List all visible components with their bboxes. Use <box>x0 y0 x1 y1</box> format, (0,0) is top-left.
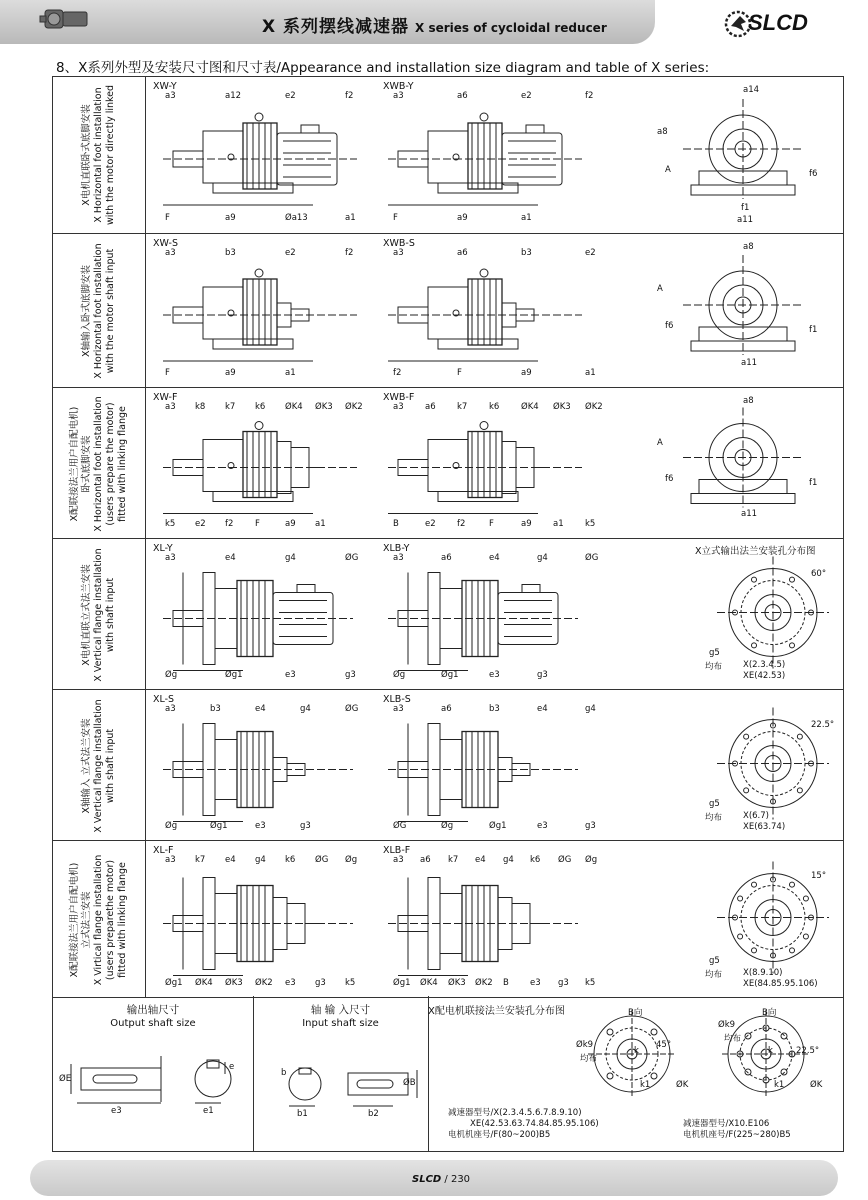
dim-label: e3 <box>285 670 296 680</box>
dim-label: g3 <box>315 978 326 988</box>
dim-label: k5 <box>585 519 596 529</box>
dim-label: ØB <box>403 1078 416 1088</box>
label-line: with shaft input <box>105 577 116 652</box>
dim-label: 均布 <box>580 1054 598 1064</box>
header-title: X 系列摆线减速器 X series of cycloidal reducer <box>262 17 607 37</box>
dim-label: a6 <box>425 402 436 412</box>
dim-label: X(8.9.10) <box>743 968 783 978</box>
dim-label: ØK <box>676 1080 689 1090</box>
flange-hole-panel <box>428 996 843 1151</box>
input-shaft-panel <box>253 996 429 1151</box>
dim-label: g5 <box>709 799 720 809</box>
dim-label: f6 <box>809 169 818 179</box>
dim-label: a9 <box>457 213 468 223</box>
output-shaft-panel <box>53 996 254 1151</box>
dim-label: b3 <box>210 704 221 714</box>
dim-label: f1 <box>741 203 750 213</box>
dim-label: e3 <box>530 978 541 988</box>
dim-label: ØG <box>558 855 572 865</box>
model-tag: XLB-S <box>383 694 411 705</box>
label-line: X电机直联卧式底脚安装 <box>81 104 92 206</box>
dim-label: g3 <box>345 670 356 680</box>
label-line: X配联接法兰用户自配电机) <box>69 862 80 977</box>
dim-label: Øg1 <box>210 821 228 831</box>
dim-label: k7 <box>195 855 206 865</box>
angle-label: 15° <box>811 871 827 881</box>
dim-label: k8 <box>195 402 206 412</box>
dim-label: ØK2 <box>585 402 603 412</box>
dim-label: g4 <box>585 704 596 714</box>
dim-label: a3 <box>393 91 404 101</box>
dim-label: b3 <box>489 704 500 714</box>
dim-label: a3 <box>393 402 404 412</box>
dim-label: e3 <box>255 821 266 831</box>
dim-label: e3 <box>111 1106 122 1116</box>
dim-label: ØG <box>345 553 359 563</box>
dim-label: ØK3 <box>448 978 466 988</box>
output-shaft-title-cn: 输出轴尺寸 <box>126 1004 180 1016</box>
label-line: X电机直联立式法兰安装 <box>81 563 92 666</box>
dim-label: F <box>165 213 170 223</box>
dim-label: B <box>503 978 509 988</box>
dim-label: ØK4 <box>285 402 303 412</box>
brand-logo: SLCD <box>748 10 808 35</box>
dim-label: ØE <box>59 1074 72 1084</box>
dim-label: b3 <box>521 248 532 258</box>
dim-label: f2 <box>585 91 594 101</box>
dim-label: a3 <box>165 402 176 412</box>
dim-label: a9 <box>225 368 236 378</box>
model-tag: XW-S <box>153 238 178 249</box>
dim-label: g3 <box>537 670 548 680</box>
model-tag: XLB-F <box>383 845 411 856</box>
dim-label: ØK2 <box>255 978 273 988</box>
output-shaft-title-en: Output shaft size <box>110 1018 196 1029</box>
dim-label: a1 <box>345 213 356 223</box>
label-line: with the motor shaft input <box>105 248 116 374</box>
input-shaft-title-cn: 轴 输 入尺寸 <box>310 1004 371 1016</box>
dim-label: e <box>229 1062 235 1072</box>
dim-label: a1 <box>285 368 296 378</box>
logo-emblem-icon <box>726 12 750 36</box>
dim-label: 均布 <box>705 970 723 980</box>
dim-label: a12 <box>225 91 242 101</box>
diagram-row <box>53 77 843 233</box>
label-line: X Vertical flange installation <box>93 547 104 682</box>
angle-label: 22.5° <box>811 720 835 730</box>
dim-label: e4 <box>255 704 266 714</box>
diagram-row <box>53 387 843 539</box>
dim-label: k6 <box>530 855 541 865</box>
dim-label: a8 <box>657 127 668 137</box>
label-line: X Virtical flange installation <box>93 854 104 985</box>
dim-label: XE(42.53) <box>743 671 786 681</box>
label-line: (users prepare the motor) <box>105 401 116 526</box>
dim-label: k6 <box>255 402 266 412</box>
dim-label: 均布 <box>705 813 723 823</box>
dim-label: f2 <box>345 91 354 101</box>
dim-label: e2 <box>285 91 296 101</box>
dim-label: a9 <box>521 519 532 529</box>
dim-label: g3 <box>585 821 596 831</box>
dim-label: e3 <box>489 670 500 680</box>
dim-label: Øg1 <box>165 978 183 988</box>
dim-label: e4 <box>225 553 236 563</box>
label-line: fitted with linking flange <box>117 861 128 978</box>
model-tag: XW-F <box>153 392 178 403</box>
dim-label: e2 <box>425 519 436 529</box>
dim-label: a3 <box>165 855 176 865</box>
dim-label: Øg1 <box>441 670 459 680</box>
dim-label: a9 <box>285 519 296 529</box>
dim-label: ØG <box>345 704 359 714</box>
label-line: X轴输入 立式法兰安装 <box>81 717 92 814</box>
dim-label: e3 <box>285 978 296 988</box>
dim-label: ØG <box>315 855 329 865</box>
dim-label: k1 <box>774 1080 785 1090</box>
dim-label: g3 <box>558 978 569 988</box>
dim-label: ØK4 <box>195 978 213 988</box>
dim-label: a6 <box>441 704 452 714</box>
dim-label: Øk9 <box>576 1040 594 1050</box>
dim-label: Øg <box>441 821 454 831</box>
dim-label: f2 <box>345 248 354 258</box>
dim-label: ØK3 <box>225 978 243 988</box>
dim-label: a1 <box>585 368 596 378</box>
dim-label: ØK <box>810 1080 823 1090</box>
dim-label: k7 <box>225 402 236 412</box>
angle-label: 60° <box>811 569 827 579</box>
dim-label: B <box>393 519 399 529</box>
label-line: X Vertical flange installation <box>93 698 104 833</box>
dim-label: F <box>489 519 494 529</box>
dim-label: a3 <box>165 553 176 563</box>
dim-label: f1 <box>809 325 818 335</box>
dim-label: e2 <box>521 91 532 101</box>
dim-label: A <box>657 284 663 294</box>
model-note-left: 减速器型号/X(2.3.4.5.6.7.8.9.10) XE(42.53.63.74.84.85.95.106) 电机机座号/F(80~200)B5 <box>448 1108 599 1140</box>
label-line: 卧式底脚安装 <box>81 434 92 493</box>
label-line: X Horizontal foot installation <box>93 87 104 223</box>
dim-label: Øa13 <box>285 213 308 223</box>
dim-label: f2 <box>457 519 466 529</box>
dim-label: b3 <box>225 248 236 258</box>
model-tag: XL-Y <box>153 543 173 554</box>
dim-label: k7 <box>457 402 468 412</box>
dim-label: 均布 <box>705 662 723 672</box>
label-line: with the motor directly linked <box>105 84 116 226</box>
dim-label: g4 <box>300 704 311 714</box>
dim-label: XE(63.74) <box>743 822 786 832</box>
model-tag: XL-F <box>153 845 174 856</box>
dim-label: e2 <box>285 248 296 258</box>
dim-label: a8 <box>743 396 754 406</box>
dim-label: a3 <box>165 704 176 714</box>
dim-label: 45° <box>656 1040 672 1050</box>
dim-label: e4 <box>225 855 236 865</box>
dim-label: ØK2 <box>475 978 493 988</box>
dim-label: g3 <box>300 821 311 831</box>
label-line: X轴输入卧式底脚安装 <box>81 264 92 358</box>
dim-label: e1 <box>203 1106 214 1116</box>
dim-label: k5 <box>345 978 356 988</box>
dim-label: k5 <box>165 519 176 529</box>
dim-label: e4 <box>489 553 500 563</box>
input-shaft-title-en: Input shaft size <box>302 1018 379 1029</box>
dim-label: a3 <box>165 248 176 258</box>
dim-label: f6 <box>665 321 674 331</box>
dim-label: k <box>768 1046 773 1056</box>
dim-label: f2 <box>225 519 234 529</box>
label-line: with shaft input <box>105 728 116 803</box>
dim-label: a3 <box>393 855 404 865</box>
dim-label: XE(84.85.95.106) <box>743 979 818 989</box>
dim-label: a6 <box>441 553 452 563</box>
side-view-title: X立式输出法兰安装孔分布图 <box>695 546 816 557</box>
view-b-label: B向 <box>628 1008 643 1018</box>
dim-label: ØK4 <box>420 978 438 988</box>
view-b-label: B向 <box>762 1008 777 1018</box>
dim-label: 22.5° <box>796 1046 820 1056</box>
model-note-right: 减速器型号/X10.E106 电机机座号/F(225~280)B5 <box>683 1119 791 1140</box>
dim-label: Øg1 <box>489 821 507 831</box>
dim-label: ØK3 <box>315 402 333 412</box>
dim-label: k7 <box>448 855 459 865</box>
dim-label: Øg <box>393 670 406 680</box>
label-line: X Horizontal foot installation <box>93 395 104 532</box>
dim-label: a9 <box>225 213 236 223</box>
dim-label: g4 <box>503 855 514 865</box>
dim-label: ØK4 <box>521 402 539 412</box>
label-line: X配联接法兰用户自配电机) <box>69 406 80 521</box>
dim-label: F <box>393 213 398 223</box>
dim-label: k5 <box>585 978 596 988</box>
dim-label: a3 <box>393 553 404 563</box>
model-tag: XWB-F <box>383 392 415 403</box>
dim-label: a6 <box>457 248 468 258</box>
dim-label: X(2.3.4.5) <box>743 660 786 670</box>
dim-label: F <box>165 368 170 378</box>
dim-label: a3 <box>393 248 404 258</box>
dim-label: ØK2 <box>345 402 363 412</box>
dim-label: b <box>281 1068 287 1078</box>
input-shaft-drawing <box>253 996 428 1151</box>
dim-label: a11 <box>737 215 754 225</box>
dim-label: e4 <box>537 704 548 714</box>
dim-label: Øg1 <box>225 670 243 680</box>
dim-label: g5 <box>709 956 720 966</box>
dim-label: Øg <box>345 855 358 865</box>
page-footer <box>0 1160 868 1200</box>
dim-label: X(6.7) <box>743 811 769 821</box>
dim-label: ØK3 <box>553 402 571 412</box>
dim-label: g4 <box>285 553 296 563</box>
model-tag: XWB-Y <box>383 81 414 92</box>
dim-label: Øg <box>585 855 598 865</box>
dim-label: g5 <box>709 648 720 658</box>
diagram-row <box>53 840 843 998</box>
dim-label: a1 <box>315 519 326 529</box>
diagram-row <box>53 689 843 841</box>
dim-label: b1 <box>297 1109 308 1119</box>
dim-label: e2 <box>585 248 596 258</box>
model-tag: XLB-Y <box>383 543 410 554</box>
footer-page-number: SLCD / 230 <box>412 1174 471 1185</box>
dim-label: a1 <box>553 519 564 529</box>
dim-label: e4 <box>475 855 486 865</box>
page-header <box>0 0 868 44</box>
label-line: 立式法兰安装 <box>81 890 92 949</box>
dim-label: k <box>634 1046 639 1056</box>
dim-label: f1 <box>809 477 818 488</box>
dim-label: F <box>457 368 462 378</box>
dim-label: f6 <box>665 473 674 484</box>
model-tag: XW-Y <box>153 81 177 92</box>
dim-label: k6 <box>489 402 500 412</box>
dim-label: Øk9 <box>718 1020 736 1030</box>
dim-label: Øg <box>165 670 178 680</box>
dim-label: A <box>665 165 671 175</box>
dim-label: a6 <box>420 855 431 865</box>
dim-label: Øg <box>165 821 178 831</box>
dim-label: k6 <box>285 855 296 865</box>
dim-label: e3 <box>537 821 548 831</box>
dim-label: Øg1 <box>393 978 411 988</box>
dim-label: 均布 <box>724 1034 742 1044</box>
dim-label: a14 <box>743 85 760 95</box>
label-line: (users preparethe motor) <box>105 859 116 980</box>
dim-label: A <box>657 438 663 448</box>
dim-label: a3 <box>393 704 404 714</box>
dim-label: f2 <box>393 368 402 378</box>
dim-label: k1 <box>640 1080 651 1090</box>
diagram-row <box>53 538 843 690</box>
dim-label: a9 <box>521 368 532 378</box>
dim-label: F <box>255 519 260 529</box>
label-line: X Horizontal foot installation <box>93 243 104 379</box>
label-line: fitted with linking flange <box>117 405 128 522</box>
diagram-grid <box>52 76 844 998</box>
dim-label: b2 <box>368 1109 379 1119</box>
dim-label: a1 <box>521 213 532 223</box>
dim-label: a11 <box>741 509 758 519</box>
output-shaft-drawing <box>53 996 253 1151</box>
dim-label: ØG <box>393 821 407 831</box>
dim-label: a6 <box>457 91 468 101</box>
flange-title: X配电机联接法兰安装孔分布图 <box>428 1006 565 1017</box>
dim-label: a11 <box>741 358 758 368</box>
dim-label: g4 <box>255 855 266 865</box>
shaft-size-section <box>52 996 844 1152</box>
dim-label: e2 <box>195 519 206 529</box>
model-tag: XWB-S <box>383 238 415 249</box>
dim-label: g4 <box>537 553 548 563</box>
dim-label: ØG <box>585 553 599 563</box>
dim-label: a8 <box>743 242 754 252</box>
model-tag: XL-S <box>153 694 175 705</box>
section-title: 8、X系列外型及安装尺寸图和尺寸表/Appearance and installation size diagram and table of X series: <box>56 60 710 76</box>
diagram-row <box>53 233 843 388</box>
dim-label: a3 <box>165 91 176 101</box>
